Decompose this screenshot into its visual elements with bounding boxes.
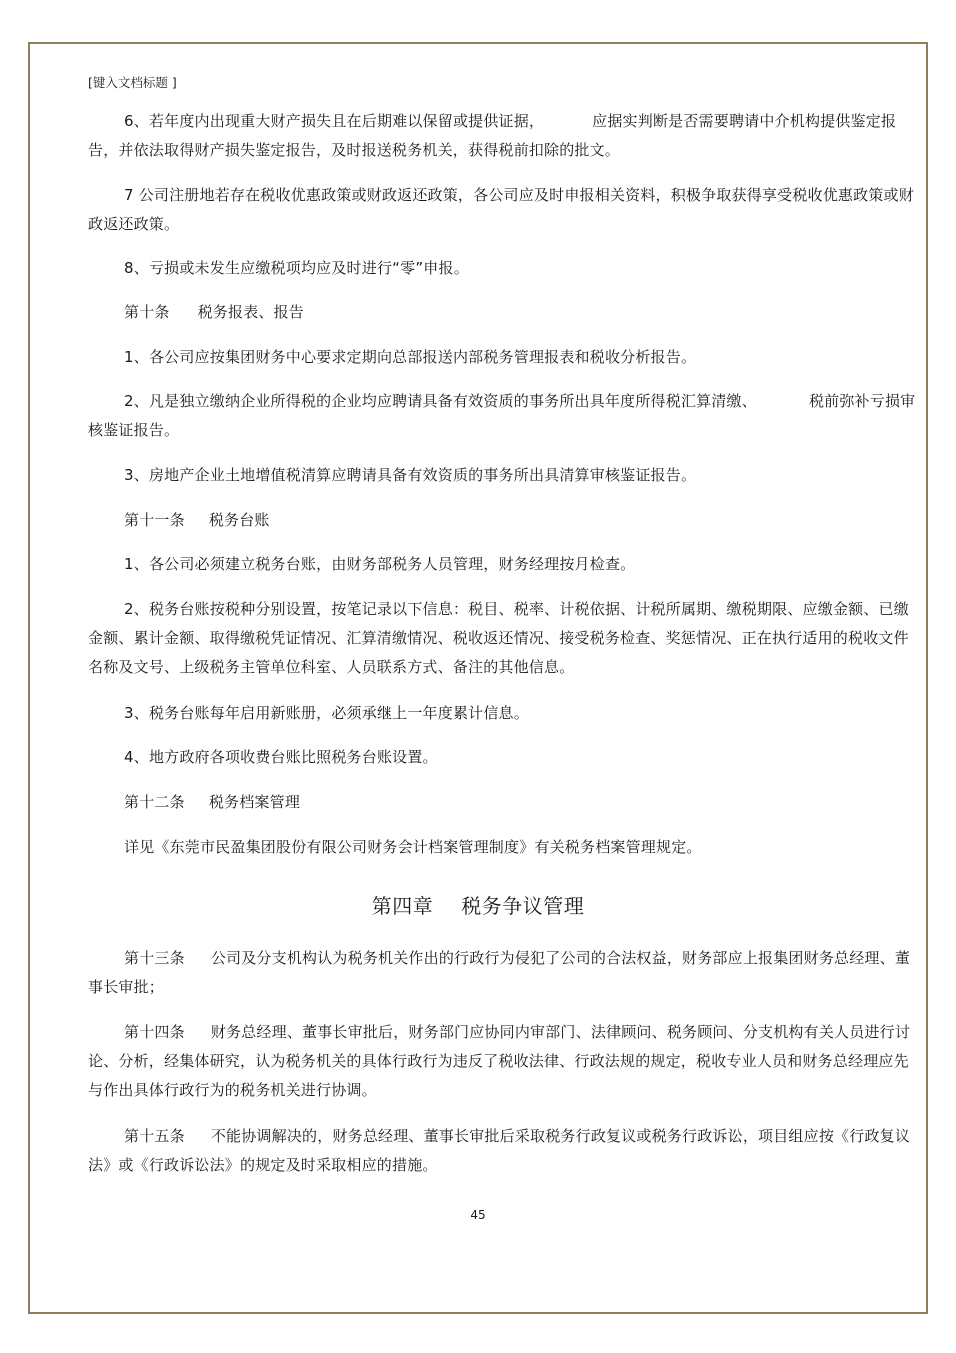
chapter-heading xyxy=(0,890,956,919)
article-11-item-3 xyxy=(88,699,916,728)
paragraph-7 xyxy=(88,181,916,239)
article-11-item-4-text: 4、地方政府各项收费台账比照税务台账设置。 xyxy=(124,748,438,766)
paragraph-8 xyxy=(88,254,916,283)
article-15-text: 不能协调解决的，财务总经理、董事长审批后采取税务行政复议或税务行政诉讼，项目组应按《行政复议法》或《行政诉讼法》的规定及时采取相应的措施。 xyxy=(88,1127,911,1174)
article-10-item-1-text: 1、各公司应按集团财务中心要求定期向总部报送内部税务管理报表和税收分析报告。 xyxy=(124,348,697,366)
article-13-number: 第十三条 xyxy=(124,949,185,967)
article-12-number: 第十二条 xyxy=(124,793,185,811)
article-11-heading xyxy=(88,506,916,535)
article-14-text: 财务总经理、董事长审批后，财务部门应协同内审部门、法律顾问、税务顾问、分支机构有关人员进行讨论、分析，经集体研究，认为税务机关的具体行政行为违反了税收法律、行政法规的规定，税收专业人员和财务总经理应先与作出具体行政行为的税务机关进行协调。 xyxy=(88,1023,911,1099)
article-11-item-3-text: 3、税务台账每年启用新账册，必须承继上一年度累计信息。 xyxy=(124,704,529,722)
article-15-number: 第十五条 xyxy=(124,1127,185,1145)
article-12-text: 详见《东莞市民盈集团股份有限公司财务会计档案管理制度》有关税务档案管理规定。 xyxy=(124,838,702,856)
chapter-number: 第四章 xyxy=(371,894,434,918)
article-11-item-2-text: 2、税务台账按税种分别设置，按笔记录以下信息：税目、税率、计税依据、计税所属期、缴税期限、应缴金额、已缴金额、累计金额、取得缴税凭证情况、汇算清缴情况、税收返还情况、接受税务检查、奖惩情况、正在执行适用的税收文件名称及文号、上级税务主管单位科室、人员联系方式、备注的其他信息。 xyxy=(88,600,909,676)
article-10-item-2 xyxy=(88,387,916,445)
paragraph-6 xyxy=(88,107,916,165)
article-10-item-3-text: 3、房地产企业土地增值税清算应聘请具备有效资质的事务所出具清算审核鉴证报告。 xyxy=(124,466,697,484)
article-10-title: 税务报表、报告 xyxy=(197,303,305,321)
article-10-heading xyxy=(88,298,916,327)
article-14 xyxy=(88,1018,916,1105)
document-title-placeholder[interactable]: [键入文档标题 ] xyxy=(88,75,177,90)
article-11-item-1-text: 1、各公司必须建立税务台账，由财务部税务人员管理，财务经理按月检查。 xyxy=(124,555,636,573)
article-11-title: 税务台账 xyxy=(208,511,270,529)
article-13 xyxy=(88,944,916,1002)
article-10-item-2-part-1: 2、凡是独立缴纳企业所得税的企业均应聘请具备有效资质的事务所出具年度所得税汇算清缴、 xyxy=(124,392,757,410)
paragraph-8-text: 8、亏损或未发生应缴税项均应及时进行“零”申报。 xyxy=(124,259,469,277)
article-10-item-2-part-2: 税前弥补亏损审核鉴证报告。 xyxy=(88,392,916,439)
article-12-body xyxy=(88,833,916,862)
article-12-title: 税务档案管理 xyxy=(208,793,301,811)
article-12-heading xyxy=(88,788,916,817)
article-15 xyxy=(88,1122,916,1180)
article-10-number: 第十条 xyxy=(124,303,170,321)
page-number: 45 xyxy=(470,1208,486,1222)
article-13-text: 公司及分支机构认为税务机关作出的行政行为侵犯了公司的合法权益，财务部应上报集团财务总经理、董事长审批； xyxy=(88,949,911,996)
article-11-number: 第十一条 xyxy=(124,511,185,529)
article-11-item-2 xyxy=(88,595,916,682)
chapter-title: 税务争议管理 xyxy=(461,894,585,918)
paragraph-7-text: 7 公司注册地若存在税收优惠政策或财政返还政策，各公司应及时申报相关资料，积极争取获得享受税收优惠政策或财政返还政策。 xyxy=(88,186,914,233)
article-10-item-1 xyxy=(88,343,916,372)
paragraph-6-part-1: 6、若年度内出现重大财产损失且在后期难以保留或提供证据， xyxy=(124,112,545,130)
article-10-item-3 xyxy=(88,461,916,490)
article-11-item-1 xyxy=(88,550,916,579)
article-11-item-4 xyxy=(88,743,916,772)
article-14-number: 第十四条 xyxy=(124,1023,185,1041)
paragraph-6-part-2: 应据实判断是否需要聘请中介机构提供鉴定报告，并依法取得财产损失鉴定报告，及时报送税务机关，获得税前扣除的批文。 xyxy=(88,112,897,159)
